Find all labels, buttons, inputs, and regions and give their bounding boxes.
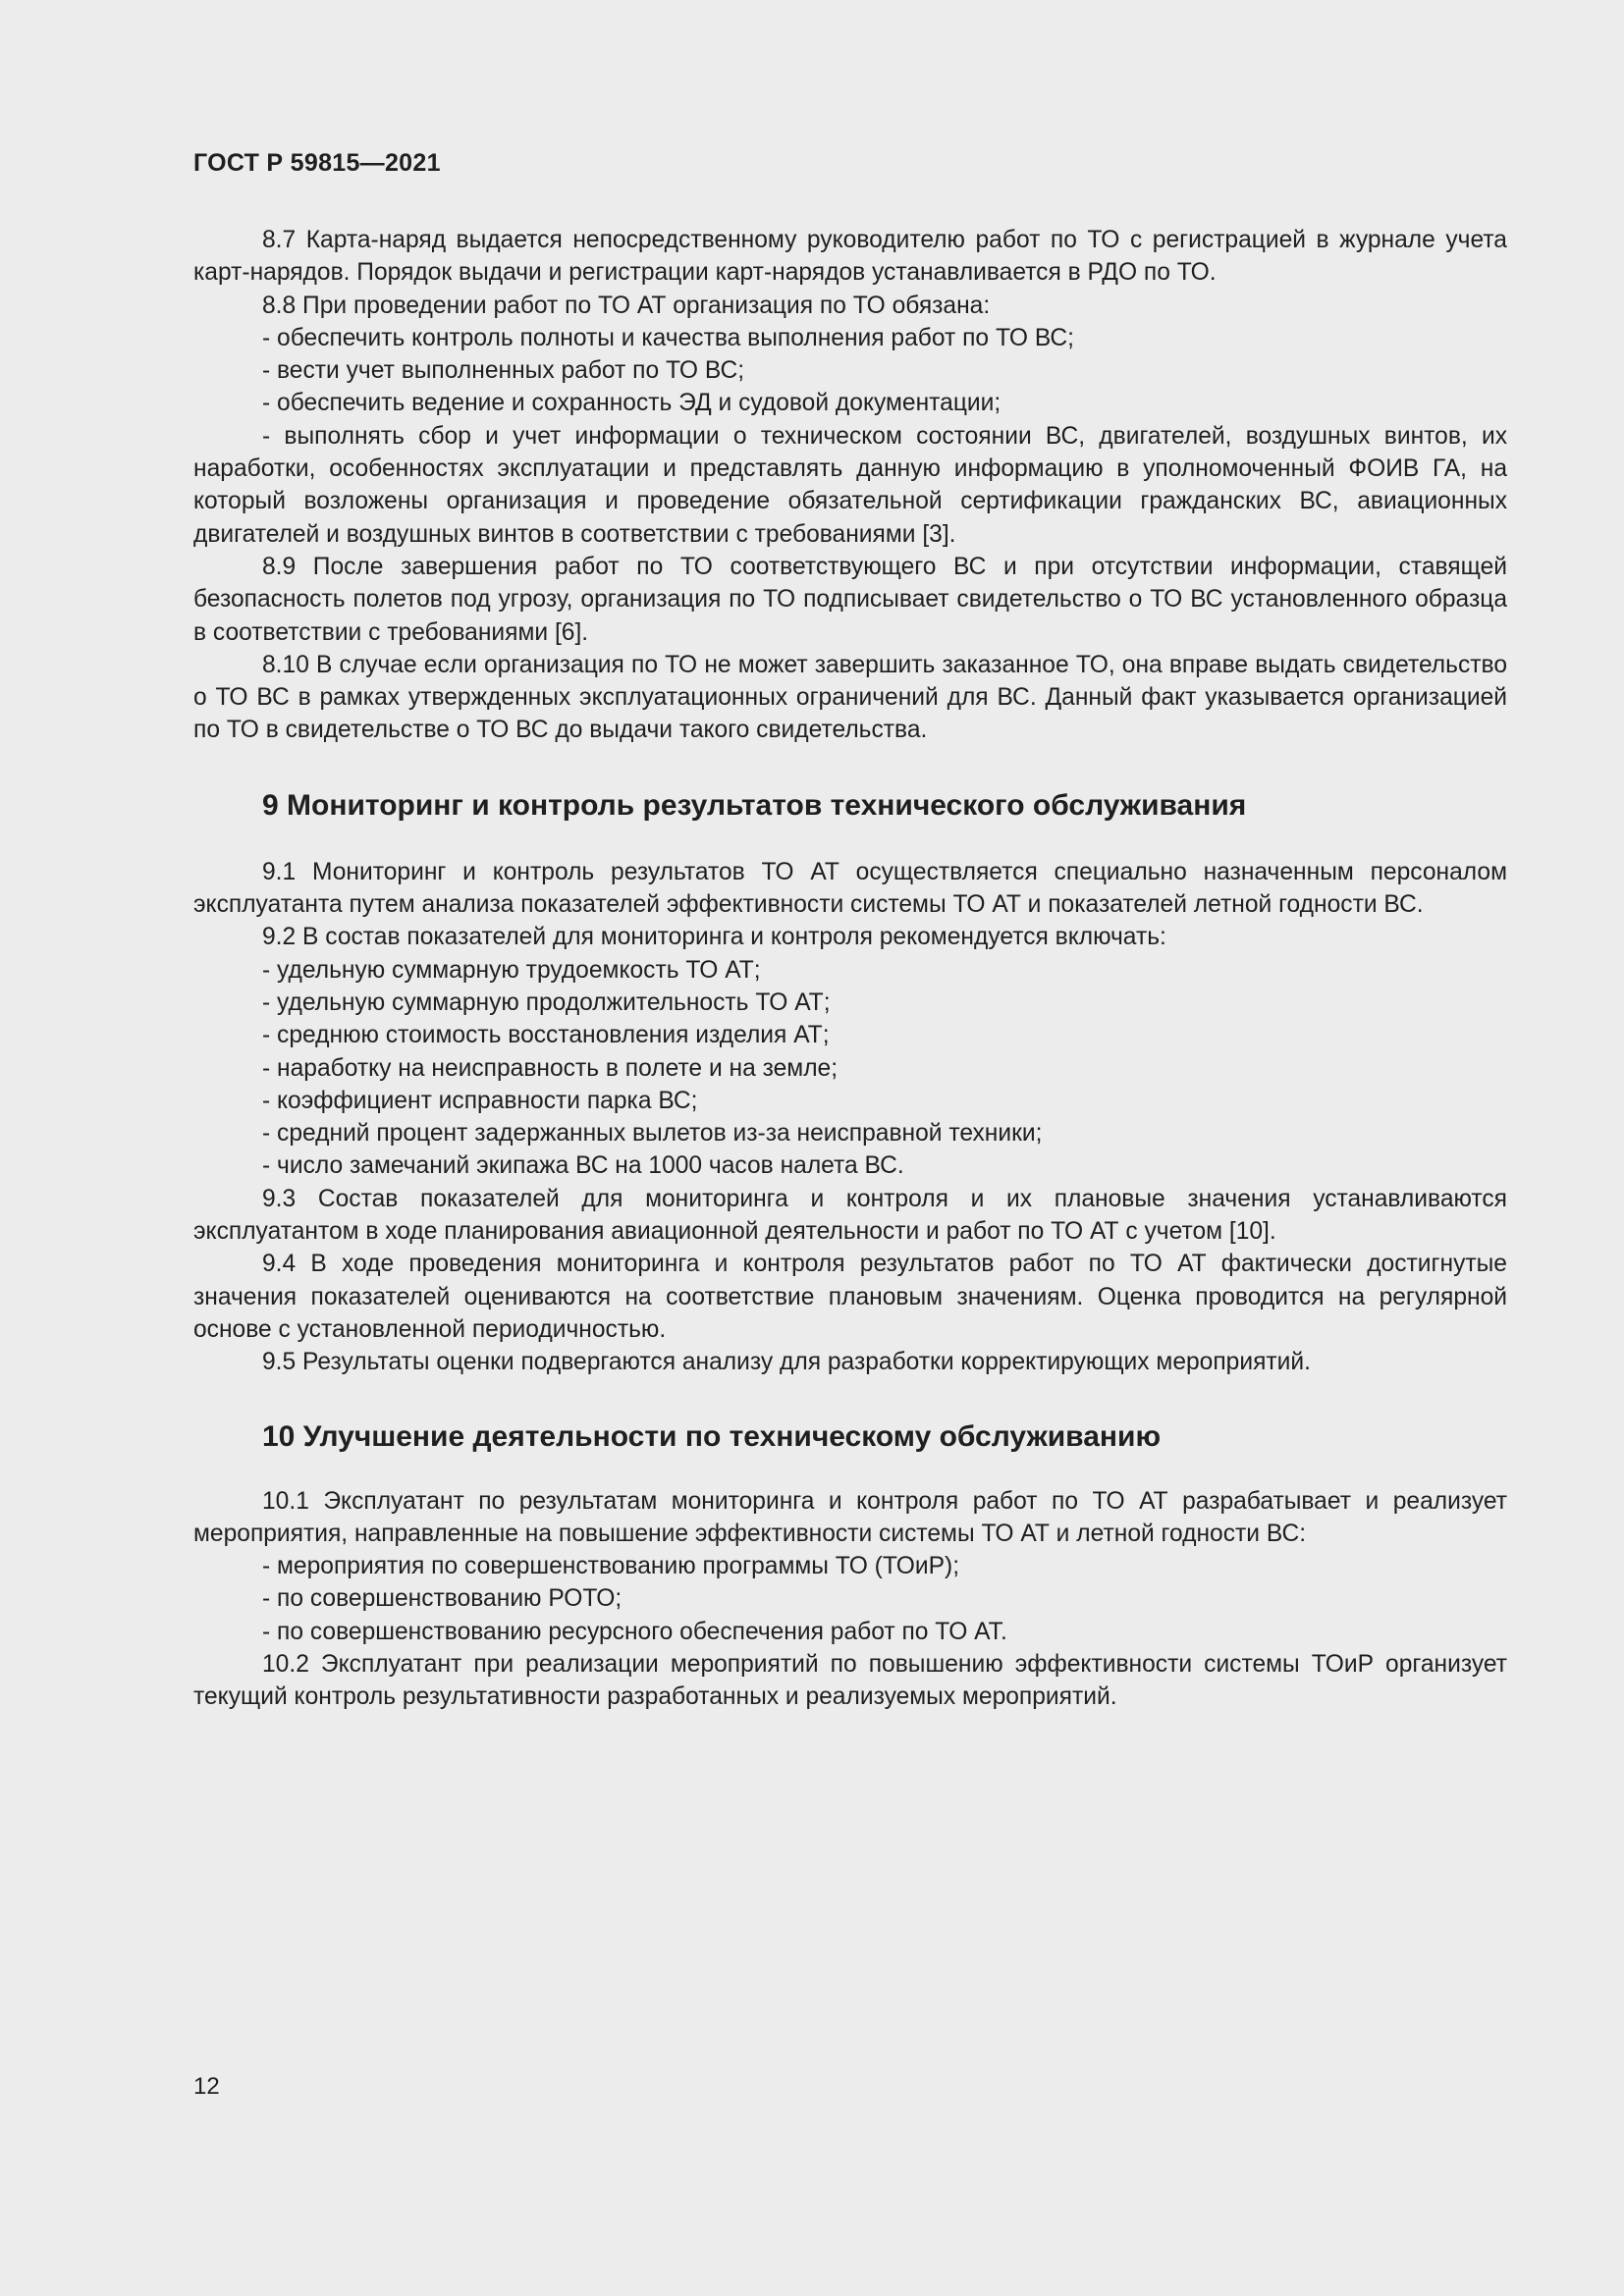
list-item: - среднюю стоимость восстановления изделия АТ; — [262, 1022, 830, 1049]
list-item: - вести учет выполненных работ по ТО ВС; — [262, 357, 745, 385]
paragraph-9-2: 9.2 В состав показателей для мониторинга и контроля рекомендуется включать: — [262, 924, 1166, 951]
paragraph-9-1: 9.1 Мониторинг и контроль результатов ТО АТ осуществляется специально назначенным персоналом эксплуатанта путем анализа показателей эффективности системы ТО АТ и показателей летной годности ВС. — [193, 858, 1507, 919]
list-item: - коэффициент исправности парка ВС; — [262, 1087, 698, 1114]
list-item: - удельную суммарную трудоемкость ТО АТ; — [262, 956, 761, 984]
list-item: - наработку на неисправность в полете и на земле; — [262, 1054, 839, 1082]
paragraph-10-1: 10.1 Эксплуатант по результатам мониторинга и контроля работ по ТО АТ разрабатывает и реализует мероприятия, направленные на повышение эффективности системы ТО АТ и летной годности ВС: — [193, 1487, 1507, 1547]
paragraph-10-2: 10.2 Эксплуатант при реализации мероприятий по повышению эффективности системы ТОиР организует текущий контроль результативности разработанных и реализуемых мероприятий. — [193, 1650, 1507, 1711]
page-content — [193, 224, 1507, 1714]
paragraph-9-5: 9.5 Результаты оценки подвергаются анализу для разработки корректирующих мероприятий. — [262, 1349, 1311, 1376]
paragraph-8-9: 8.9 После завершения работ по ТО соответствующего ВС и при отсутствии информации, ставящей безопасность полетов под угрозу, организация по ТО подписывает свидетельство о ТО ВС установленного образца в соответствии с требованиями [6]. — [193, 553, 1507, 646]
paragraph-9-3: 9.3 Состав показателей для мониторинга и контроля и их плановые значения устанавливаются эксплуатантом в ходе планирования авиационной деятельности и работ по ТО АТ с учетом [10]. — [193, 1185, 1507, 1246]
paragraph-8-7: 8.7 Карта-наряд выдается непосредственному руководителю работ по ТО с регистрацией в журнале учета карт-нарядов. Порядок выдачи и регистрации карт-нарядов устанавливается в РДО по ТО. — [193, 227, 1507, 287]
paragraph-8-10: 8.10 В случае если организация по ТО не может завершить заказанное ТО, она вправе выдать свидетельство о ТО ВС в рамках утвержденных эксплуатационных ограничений для ВС. Данный факт указывается организацией по ТО в свидетельстве о ТО ВС до выдачи такого свидетельства. — [193, 651, 1507, 744]
list-item: - по совершенствованию РОТО; — [262, 1585, 623, 1613]
list-item: - выполнять сбор и учет информации о техническом состоянии ВС, двигателей, воздушных винтов, их наработки, особенностях эксплуатации и представлять данную информацию в уполномоченный ФОИВ ГА, на который возложены организация и проведение обязательной сертификации гражданских ВС, авиационных двигателей и воздушных винтов в соответствии с требованиями [3]. — [193, 422, 1507, 548]
list-item: - средний процент задержанных вылетов из-за неисправной техники; — [262, 1120, 1043, 1148]
paragraph-9-4: 9.4 В ходе проведения мониторинга и контроля результатов работ по ТО АТ фактически достигнутые значения показателей оцениваются на соответствие плановым значениям. Оценка проводится на регулярной основе с установленной периодичностью. — [193, 1251, 1507, 1343]
list-item: - мероприятия по совершенствованию программы ТО (ТОиР); — [262, 1553, 960, 1580]
paragraph-8-8: 8.8 При проведении работ по ТО АТ организация по ТО обязана: — [262, 292, 991, 319]
section-heading-10: 10 Улучшение деятельности по техническому обслуживанию — [262, 1419, 1162, 1453]
list-item: - по совершенствованию ресурсного обеспечения работ по ТО АТ. — [262, 1618, 1007, 1645]
list-item: - обеспечить ведение и сохранность ЭД и судовой документации; — [262, 390, 1001, 417]
list-item: - удельную суммарную продолжительность ТО АТ; — [262, 988, 831, 1016]
list-item: - обеспечить контроль полноты и качества выполнения работ по ТО ВС; — [262, 324, 1074, 351]
list-item: - число замечаний экипажа ВС на 1000 часов налета ВС. — [262, 1152, 904, 1180]
section-heading-9: 9 Мониторинг и контроль результатов технического обслуживания — [262, 788, 1247, 822]
page-number: 12 — [193, 2073, 220, 2100]
document-code: ГОСТ Р 59815—2021 — [193, 149, 441, 177]
